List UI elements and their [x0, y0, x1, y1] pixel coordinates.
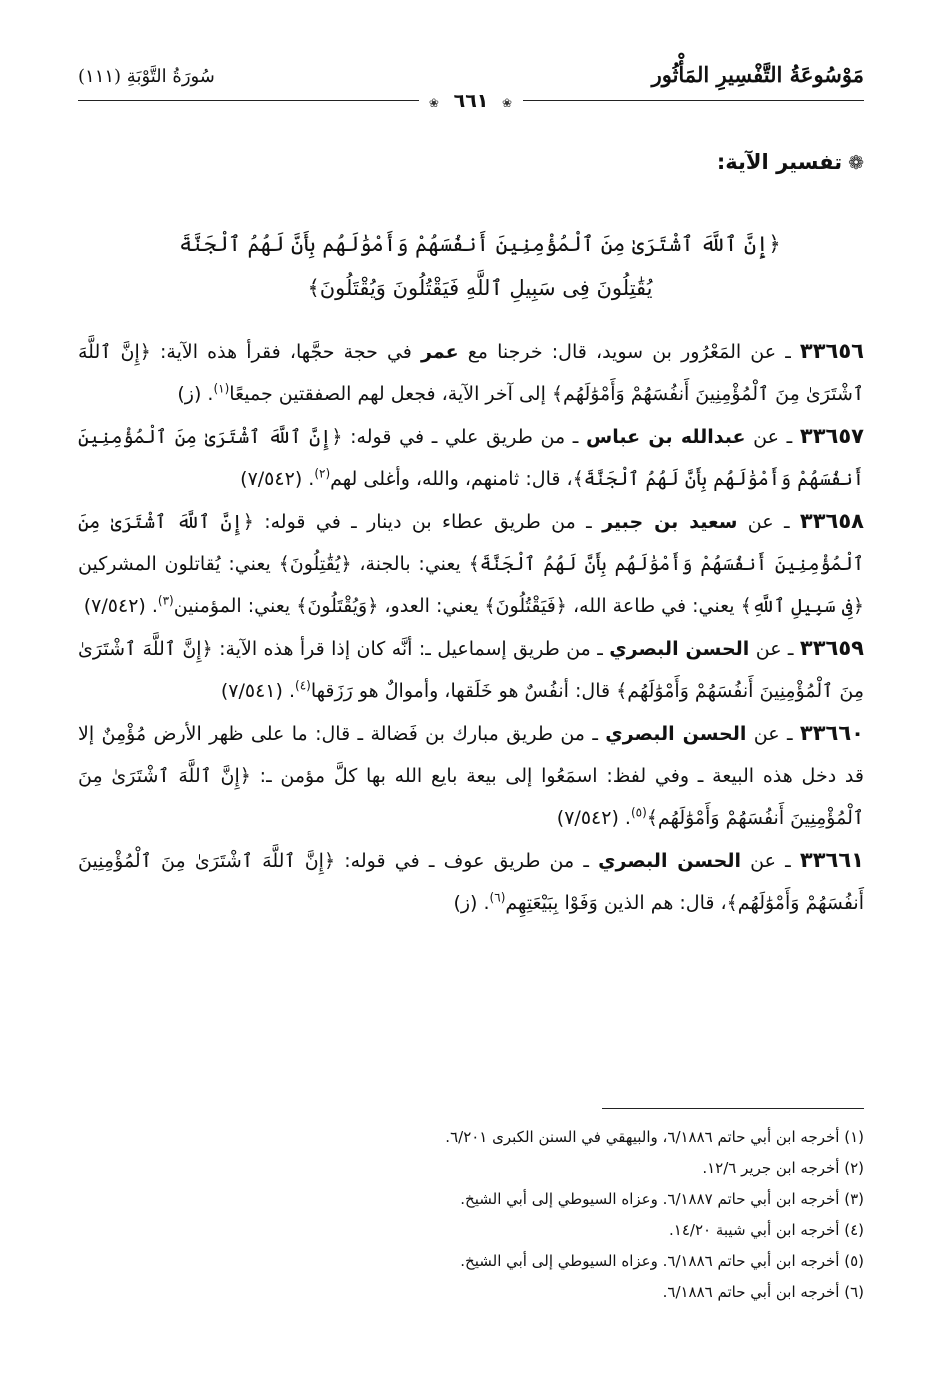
- narration: [78, 627, 864, 712]
- narrator-name: سعيد بن جبير: [602, 511, 738, 533]
- narration-source: . (٧/٥٤٢): [240, 468, 315, 490]
- narration: [78, 839, 864, 924]
- narration-text: ـ عن: [740, 850, 800, 872]
- narration-text: ـ من طريق مبارك بن فَضالة ـ قال: ما على ظهر الأرض مُؤْمِنٌ إلا قد دخل هذه البيعة ـ وفي لفظ: اسمَعُوا إلى بيعة بايع الله بها كلَّ مؤمن ـ:: [78, 723, 864, 787]
- verse-line: ﴿إِنَّ ٱللَّهَ ٱشْتَرَىٰ مِنَ ٱلْمُؤْمِنِينَ أَنفُسَهُمْ وَأَمْوَٰلَهُم بِأَنَّ لَهُمُ ٱلْجَنَّةَ: [179, 232, 781, 256]
- narration-text: ، قال: ثامنهم، والله، وأغلى لهم: [330, 468, 573, 490]
- narration-text: ، قال: هم الذين وَفَوْا بِبَيْعَتِهِم: [505, 892, 727, 914]
- narration-text: ـ عن: [745, 426, 800, 448]
- narration-text: يعني: في طاعة الله،: [566, 595, 741, 617]
- narration-number: ٣٣٦٦١: [799, 848, 864, 872]
- narration-text: ـ عن: [746, 723, 800, 745]
- narration-text: يعني: بالجنة،: [351, 553, 469, 575]
- quran-quote: ﴿إِنَّ ٱللَّهَ ٱشْتَرَىٰ مِنَ ٱلْمُؤْمِنِينَ أَنفُسَهُمْ وَأَمْوَٰلَهُم﴾: [78, 850, 864, 914]
- verse-line: يُقَٰتِلُونَ فِى سَبِيلِ ٱللَّهِ فَيَقْتُلُونَ وَيُقْتَلُونَ﴾: [307, 276, 653, 300]
- footnotes: [78, 1122, 864, 1308]
- footnote: (٢) أخرجه ابن جرير ١٢/٦.: [702, 1159, 864, 1177]
- narration-text: في حجة حجَّها، فقرأ هذه الآية:: [150, 341, 422, 363]
- narration-source: . (٧/٥٤١): [220, 680, 296, 702]
- section-title: تفسير الآية:: [716, 150, 843, 174]
- flower-ornament-icon: ❁: [848, 152, 864, 174]
- footnote-rule: [602, 1108, 864, 1109]
- narration-text: ـ من طريق علي ـ في قوله:: [342, 426, 587, 448]
- narrator-name: الحسن البصري: [598, 850, 741, 872]
- footnote-marker: (٤): [295, 678, 311, 693]
- footnote-marker: (١): [213, 381, 230, 396]
- narration-text: ـ من طريق إسماعيل ـ: أنَّه كان إذا قرأ هذه الآية:: [212, 638, 610, 660]
- quran-quote: ﴿فِى سَبِيلِ ٱللَّهِ﴾: [740, 595, 864, 617]
- narration-source: . (ز): [177, 383, 214, 405]
- narration-text: ـ عن: [737, 511, 800, 533]
- quran-verse: [130, 222, 830, 310]
- narration-text: يعني: العدو،: [378, 595, 485, 617]
- narration-source: . (٧/٥٤٢): [556, 807, 631, 829]
- footnote: (٤) أخرجه ابن أبي شيبة ١٤/٢٠.: [669, 1221, 864, 1239]
- footnote: (٣) أخرجه ابن أبي حاتم ٦/١٨٨٧. وعزاه السيوطي إلى أبي الشيخ.: [460, 1190, 864, 1208]
- footnote-marker: (٣): [157, 593, 174, 608]
- footnote: (٦) أخرجه ابن أبي حاتم ٦/١٨٨٦.: [662, 1283, 864, 1301]
- narrator-name: الحسن البصري: [609, 638, 750, 660]
- narrations: [78, 330, 864, 924]
- footnote: (١) أخرجه ابن أبي حاتم ٦/١٨٨٦، والبيهقي في السنن الكبرى ٦/٢٠١.: [445, 1128, 864, 1146]
- surah-reference: سُورَةُ التَّوْبَةِ (١١١): [78, 66, 215, 87]
- narration-source: . (٧/٥٤٢): [83, 595, 158, 617]
- narration-text: يعني: المؤمنين: [173, 595, 297, 617]
- quran-quote: ﴿فَيَقْتُلُونَ﴾: [484, 595, 567, 617]
- narrator-name: عبدالله بن عباس: [586, 426, 746, 448]
- narration-number: ٣٣٦٥٧: [799, 424, 864, 448]
- narration-source: . (ز): [453, 892, 490, 914]
- narration-text: يعني: يُقاتلون المشركين: [78, 553, 279, 575]
- quran-quote: ﴿يُقَٰتِلُونَ﴾: [278, 553, 352, 575]
- narration-text: ـ من طريق عطاء بن دينار ـ في قوله:: [253, 511, 603, 533]
- footnote-marker: (٦): [489, 890, 506, 905]
- page-number-box: [0, 90, 942, 112]
- quran-quote: ﴿إِنَّ ٱللَّهَ ٱشْتَرَىٰ مِنَ ٱلْمُؤْمِنِينَ أَنفُسَهُمْ وَأَمْوَٰلَهُم﴾: [78, 341, 864, 405]
- narrator-name: عمر: [421, 341, 459, 363]
- footnote-marker: (٢): [314, 466, 331, 481]
- narration-number: ٣٣٦٥٨: [799, 509, 864, 533]
- narration: [78, 712, 864, 839]
- footnote-marker: (٥): [630, 805, 647, 820]
- narration-number: ٣٣٦٥٩: [799, 636, 864, 660]
- quran-quote: ﴿إِنَّ ٱللَّهَ ٱشْتَرَىٰ مِنَ ٱلْمُؤْمِنِينَ أَنفُسَهُمْ وَأَمْوَٰلَهُم بِأَنَّ لَهُمُ ٱلْجَنَّةَ﴾: [78, 426, 864, 490]
- narration: [78, 415, 864, 500]
- narration: [78, 500, 864, 627]
- narration-number: ٣٣٦٦٠: [799, 721, 864, 745]
- quran-quote: ﴿إِنَّ ٱللَّهَ ٱشْتَرَىٰ مِنَ ٱلْمُؤْمِنِينَ أَنفُسَهُمْ وَأَمْوَٰلَهُم بِأَنَّ لَهُمُ ٱلْجَنَّةَ﴾: [78, 511, 864, 575]
- quran-quote: ﴿إِنَّ ٱللَّهَ ٱشْتَرَىٰ مِنَ ٱلْمُؤْمِنِينَ أَنفُسَهُمْ وَأَمْوَٰلَهُم﴾: [78, 638, 864, 702]
- book-title: مَوْسُوعَةُ التَّفْسِيرِ المَأْثُور: [651, 62, 864, 87]
- narrator-name: الحسن البصري: [605, 723, 747, 745]
- narration: [78, 330, 864, 415]
- section-heading: [717, 150, 864, 174]
- quran-quote: ﴿إِنَّ ٱللَّهَ ٱشْتَرَىٰ مِنَ ٱلْمُؤْمِنِينَ أَنفُسَهُمْ وَأَمْوَٰلَهُم﴾: [78, 765, 864, 829]
- page-number: ٦٦١: [450, 90, 493, 112]
- ornament-icon: ❀: [428, 96, 440, 110]
- ornament-icon: ❀: [502, 96, 514, 110]
- narration-number: ٣٣٦٥٦: [799, 339, 864, 363]
- narration-text: ـ عن المَعْرُور بن سويد، قال: خرجنا مع: [458, 341, 800, 363]
- narration-text: إلى آخر الآية، فجعل لهم الصفقتين جميعًا: [229, 383, 552, 405]
- narration-text: ـ من طريق عوف ـ في قوله:: [335, 850, 599, 872]
- quran-quote: ﴿وَيُقْتَلُونَ﴾: [296, 595, 379, 617]
- narration-text: ـ عن: [749, 638, 800, 660]
- footnote: (٥) أخرجه ابن أبي حاتم ٦/١٨٨٦. وعزاه السيوطي إلى أبي الشيخ.: [460, 1252, 864, 1270]
- narration-text: قال: أنفُسٌ هو خَلَقها، وأموالٌ هو رَزَقها: [310, 680, 617, 702]
